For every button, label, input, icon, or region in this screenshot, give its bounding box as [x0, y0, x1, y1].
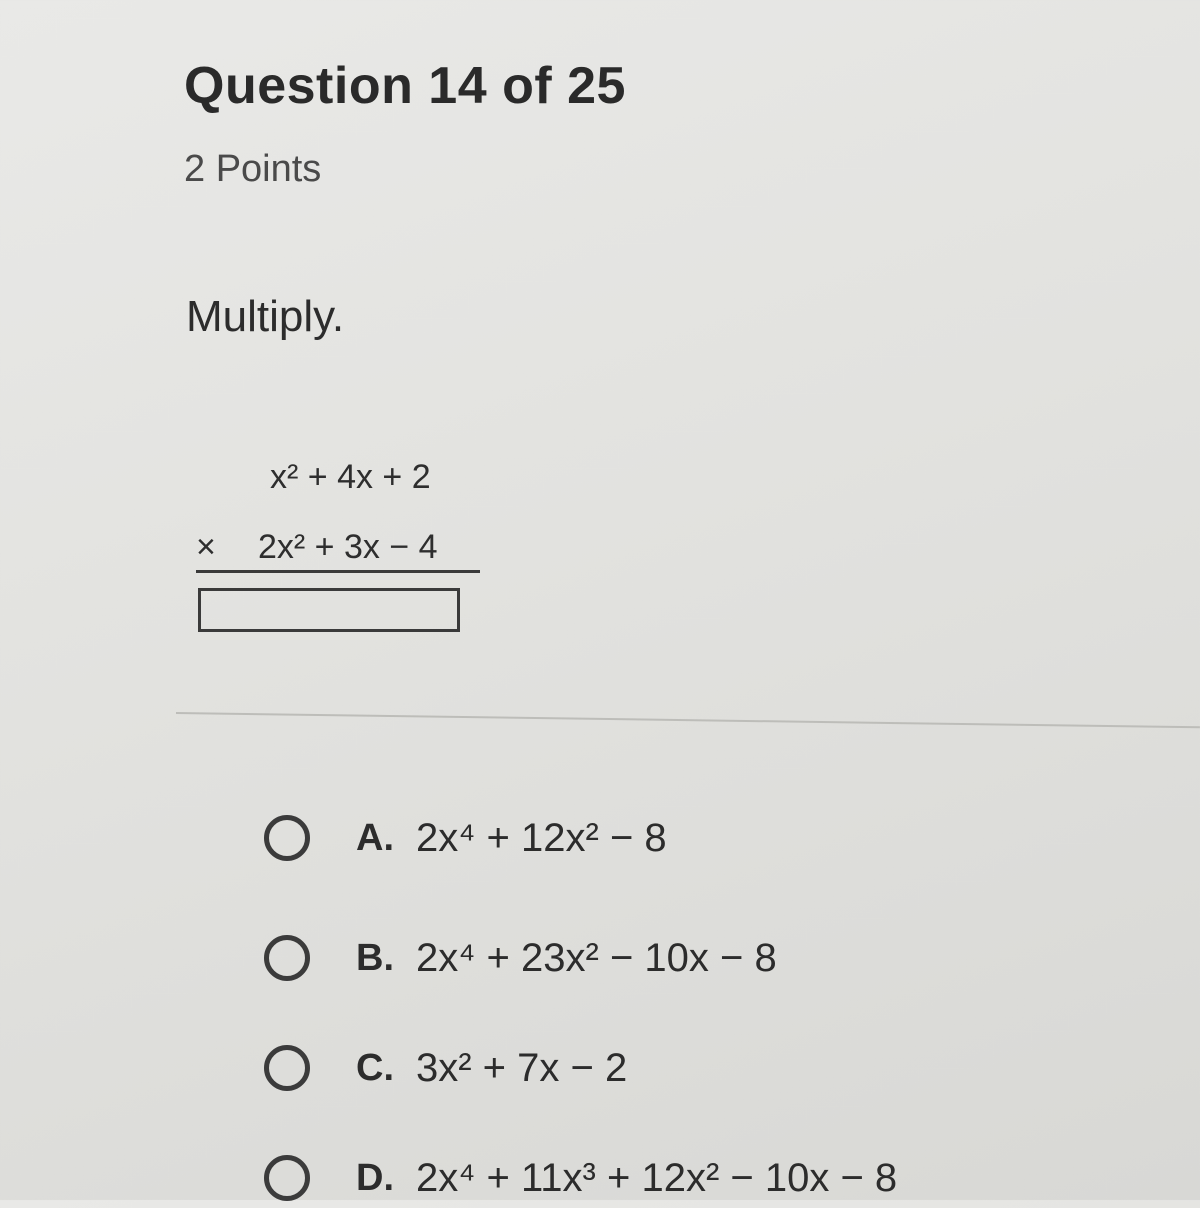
option-a[interactable]	[264, 808, 667, 868]
multiplier: 2x² + 3x − 4	[258, 528, 438, 566]
radio-button-a[interactable]	[264, 815, 310, 861]
multiplicand: x² + 4x + 2	[270, 458, 431, 496]
radio-button-d[interactable]	[264, 1155, 310, 1201]
option-a-text: 2x⁴ + 12x² − 8	[416, 815, 667, 860]
option-d-text: 2x⁴ + 11x³ + 12x² − 10x − 8	[416, 1155, 898, 1200]
section-divider	[176, 712, 1200, 728]
question-title: Question 14 of 25	[184, 57, 626, 115]
question-prompt: Multiply.	[186, 292, 345, 341]
option-d[interactable]	[264, 1148, 897, 1208]
option-c-letter: C.	[356, 1046, 394, 1089]
multiplication-rule	[196, 570, 480, 573]
multiply-sign: ×	[196, 528, 216, 566]
answer-box	[198, 588, 460, 632]
radio-button-b[interactable]	[264, 935, 310, 981]
multiplication-problem	[196, 450, 486, 650]
option-d-letter: D.	[356, 1156, 394, 1199]
option-b-text: 2x⁴ + 23x² − 10x − 8	[416, 935, 777, 980]
option-b[interactable]	[264, 928, 777, 988]
option-a-letter: A.	[356, 816, 394, 859]
option-c[interactable]	[264, 1038, 627, 1098]
radio-button-c[interactable]	[264, 1045, 310, 1091]
question-points: 2 Points	[184, 148, 322, 190]
option-c-text: 3x² + 7x − 2	[416, 1045, 628, 1090]
multiplier-row	[196, 528, 438, 567]
option-b-letter: B.	[356, 936, 394, 979]
